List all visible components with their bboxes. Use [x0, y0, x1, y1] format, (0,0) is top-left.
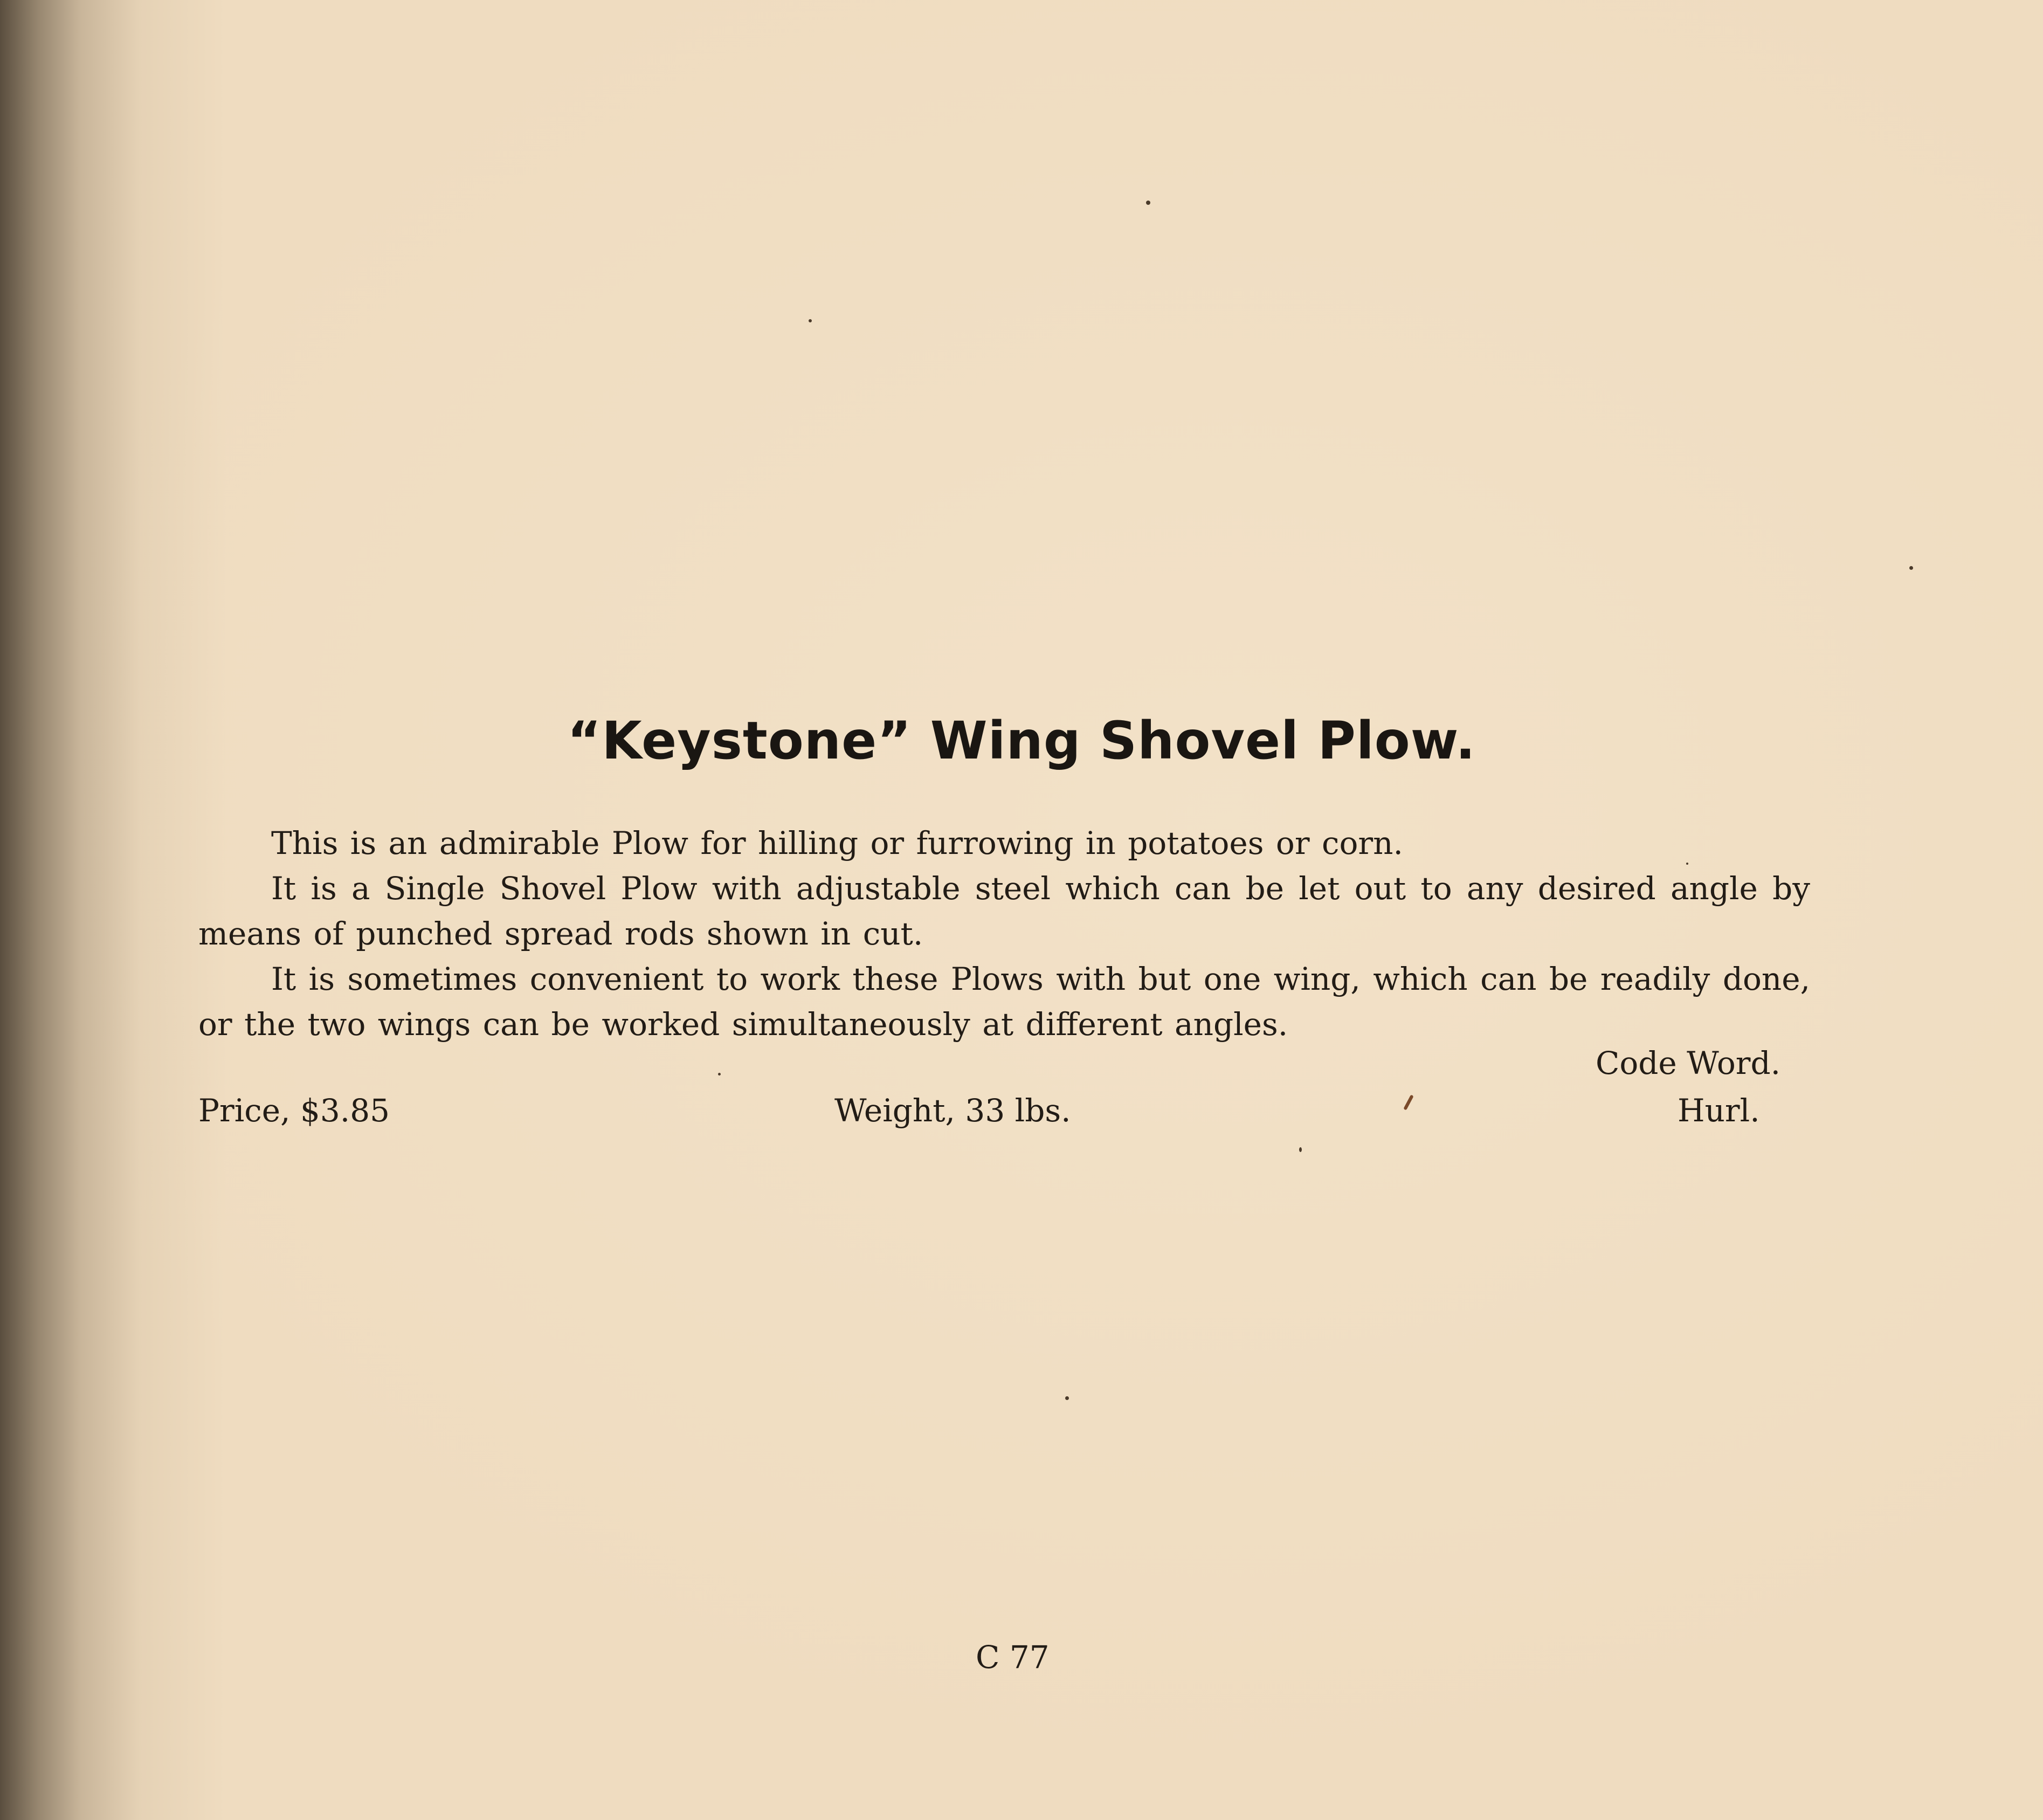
paper-speck: [809, 319, 812, 322]
page-title: “Keystone” Wing Shovel Plow.: [567, 711, 1476, 771]
weight-text: Weight, 33 lbs.: [834, 1092, 1071, 1129]
paper-speck: [1065, 1396, 1069, 1400]
paper-speck: [1146, 201, 1150, 205]
price-text: Price, $3.85: [198, 1092, 390, 1129]
paragraph-1: This is an admirable Plow for hilling or furrowing in potatoes or corn.: [271, 825, 1403, 861]
paragraph-3: It is sometimes convenient to work these Plows with but one wing, which can be readily done, or the two wings can be worked simultaneously at different angles.: [198, 961, 1810, 1043]
paper-speck: [1909, 566, 1913, 570]
description-text: [198, 821, 1810, 1047]
code-word-value: Hurl.: [1678, 1092, 1760, 1129]
paper-speck: [1403, 1094, 1413, 1110]
code-word-label: Code Word.: [1596, 1045, 1781, 1081]
paper-speck: [718, 1073, 721, 1076]
paper-speck: [1299, 1147, 1302, 1152]
paragraph-2: It is a Single Shovel Plow with adjustable steel which can be let out to any desired angle by means of punched spread rods shown in cut.: [198, 870, 1810, 952]
page-number: C 77: [976, 1639, 1050, 1676]
